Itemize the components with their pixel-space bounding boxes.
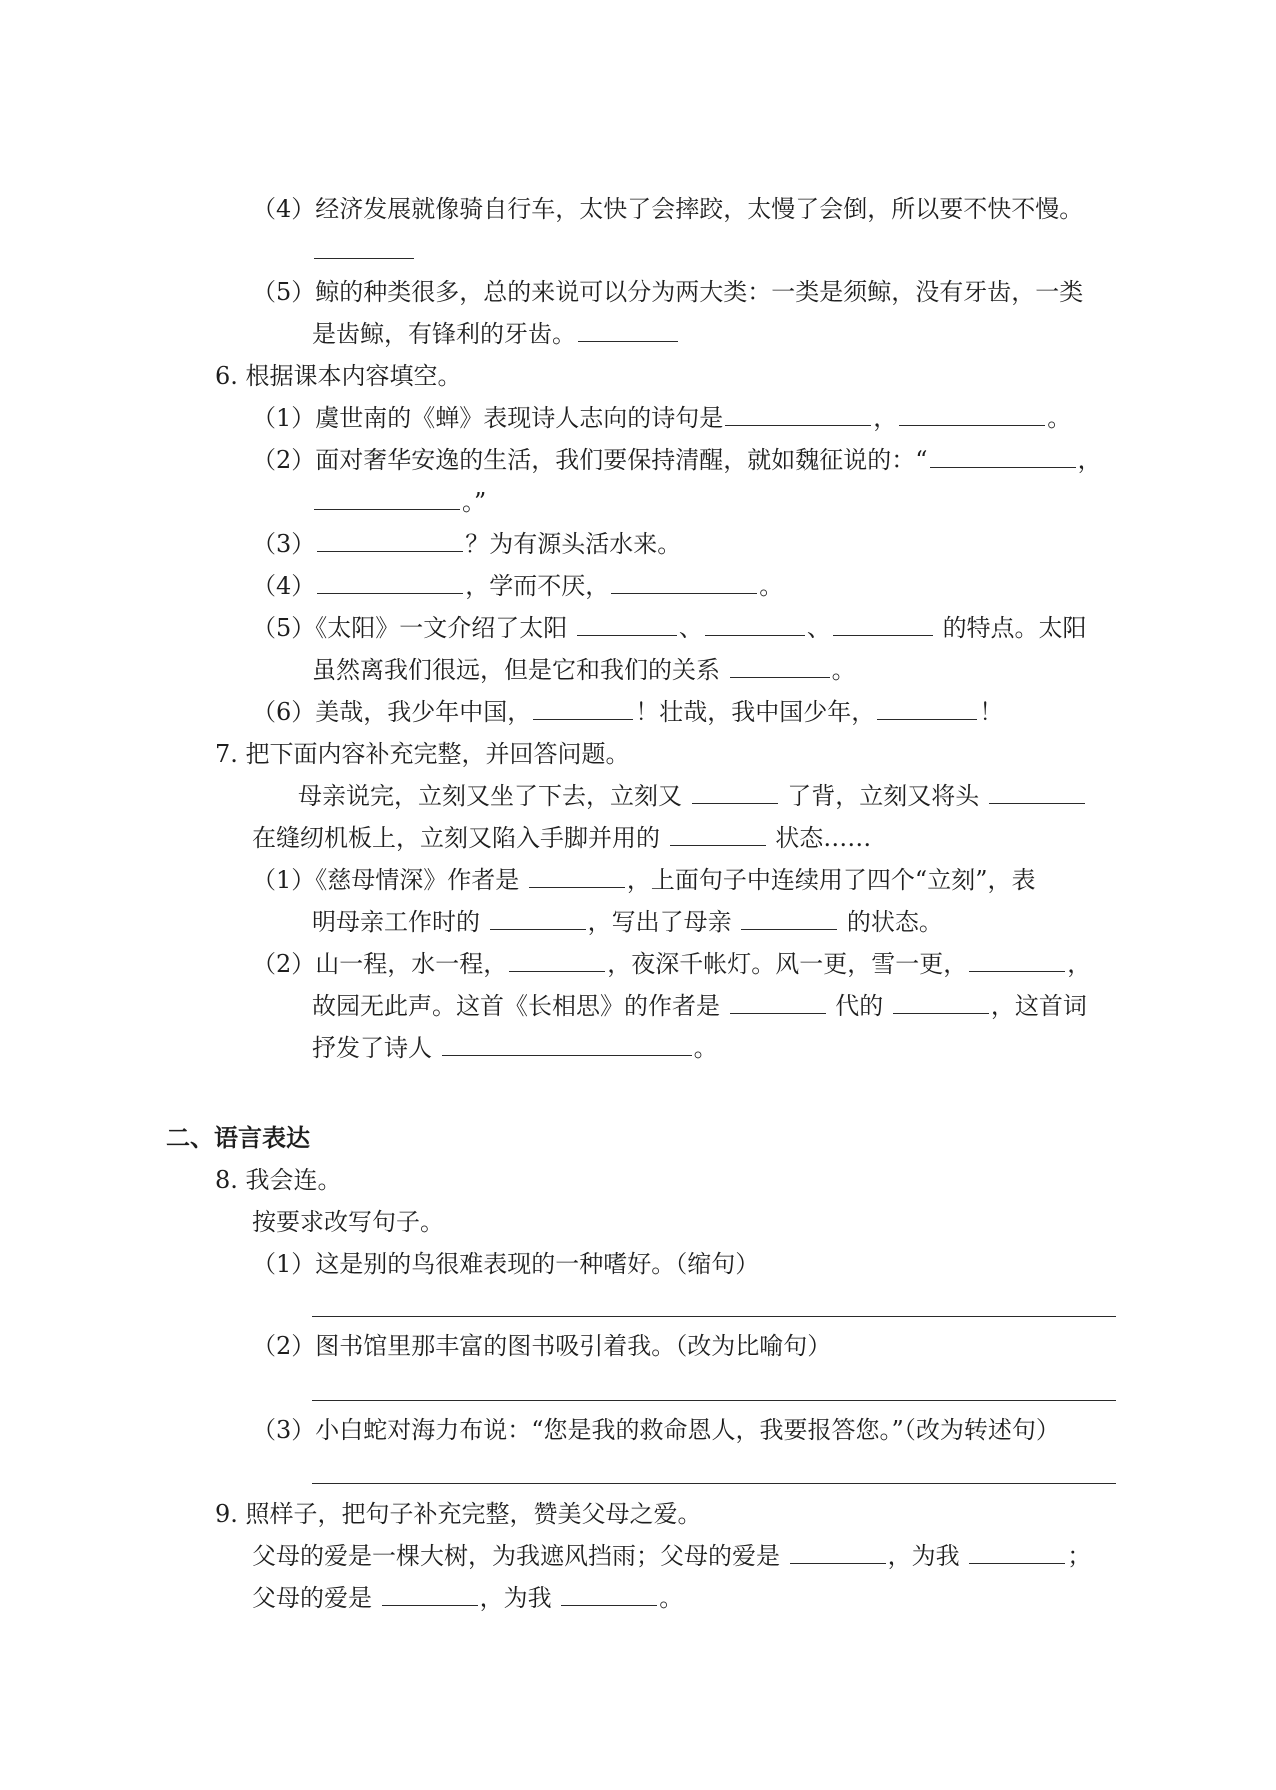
punct: 。 bbox=[831, 656, 856, 684]
item-text: 鲸的种类很多，总的来说可以分为两大类：一类是须鲸，没有牙齿，一类 bbox=[315, 278, 1084, 306]
punct: ， bbox=[1067, 950, 1092, 978]
passage-text: 了背，立刻又将头 bbox=[787, 782, 980, 810]
answer-blank[interactable] bbox=[529, 865, 625, 888]
item-text: ，为我 bbox=[887, 1542, 960, 1570]
q6-item4 bbox=[252, 571, 783, 601]
answer-blank[interactable] bbox=[741, 907, 837, 930]
item-text: 美哉，我少年中国， bbox=[315, 698, 532, 726]
item-text: 代的 bbox=[835, 992, 884, 1020]
item-text: ，为我 bbox=[479, 1584, 552, 1612]
q7-heading bbox=[215, 739, 630, 769]
question-number: 8. bbox=[215, 1166, 238, 1194]
item-text: ？为有源头活水来。 bbox=[465, 530, 682, 558]
question-number: 7. bbox=[215, 740, 238, 768]
answer-blank[interactable] bbox=[969, 949, 1065, 972]
q8-item2 bbox=[252, 1331, 831, 1361]
item-label: （3） bbox=[252, 530, 316, 558]
passage-text: 母亲说完，立刻又坐了下去，立刻又 bbox=[298, 782, 682, 810]
answer-blank[interactable] bbox=[790, 1541, 886, 1564]
item-text: ，上面句子中连续用了四个“立刻”，表 bbox=[626, 866, 1036, 894]
q5-item4-answer-blank[interactable] bbox=[312, 236, 416, 266]
q5-item5-line2 bbox=[312, 319, 680, 349]
q7-sub1-cont bbox=[312, 907, 943, 937]
answer-blank[interactable] bbox=[442, 1033, 692, 1056]
item-text: 山一程，水一程， bbox=[315, 950, 508, 978]
q7-sub1 bbox=[252, 865, 1035, 895]
q6-item1 bbox=[252, 403, 1071, 433]
question-title: 我会连。 bbox=[245, 1166, 342, 1194]
q9-heading bbox=[215, 1499, 702, 1529]
answer-blank[interactable] bbox=[578, 319, 678, 342]
punct: 。 bbox=[759, 572, 784, 600]
item-label: （5） bbox=[252, 278, 316, 306]
punct: 、 bbox=[806, 614, 831, 642]
q5-item4 bbox=[252, 194, 1083, 224]
answer-blank[interactable] bbox=[490, 907, 586, 930]
item-text: 小白蛇对海力布说：“您是我的救命恩人，我要报答您。”（改为转述句） bbox=[315, 1416, 1060, 1444]
item-text: ，学而不厌， bbox=[465, 572, 610, 600]
punct: ， bbox=[873, 404, 898, 432]
punct: 。” bbox=[462, 488, 487, 516]
answer-blank[interactable] bbox=[382, 1583, 478, 1606]
q6-heading bbox=[215, 361, 462, 391]
answer-blank[interactable] bbox=[725, 403, 871, 426]
q7-sub2 bbox=[252, 949, 1091, 979]
item-text: 抒发了诗人 bbox=[312, 1034, 432, 1062]
item-label: （2） bbox=[252, 446, 316, 474]
item-text: ！壮哉，我中国少年， bbox=[635, 698, 876, 726]
answer-blank[interactable] bbox=[969, 1541, 1065, 1564]
punct: 。 bbox=[693, 1034, 718, 1062]
item-text: 虞世南的《蝉》表现诗人志向的诗句是 bbox=[315, 404, 724, 432]
question-title: 根据课本内容填空。 bbox=[245, 362, 462, 390]
q6-item5 bbox=[252, 613, 1087, 643]
q7-sub2-cont1 bbox=[312, 991, 1087, 1021]
answer-blank[interactable] bbox=[577, 613, 677, 636]
passage-text: 在缝纫机板上，立刻又陷入手脚并用的 bbox=[252, 824, 660, 852]
item-text: ，夜深千帐灯。风一更，雪一更， bbox=[607, 950, 968, 978]
question-title: 照样子，把句子补充完整，赞美父母之爱。 bbox=[245, 1500, 702, 1528]
answer-blank[interactable] bbox=[989, 781, 1085, 804]
q8-item3 bbox=[252, 1415, 1060, 1445]
q6-item2-cont bbox=[312, 487, 486, 517]
q6-item5-cont bbox=[312, 655, 856, 685]
q6-item3 bbox=[252, 529, 681, 559]
q8-item2-answer-line[interactable] bbox=[312, 1400, 1116, 1401]
q8-item3-answer-line[interactable] bbox=[312, 1483, 1116, 1484]
item-text: 的状态。 bbox=[846, 908, 943, 936]
punct: ！ bbox=[979, 698, 1004, 726]
item-label: （6） bbox=[252, 698, 316, 726]
answer-blank[interactable] bbox=[930, 445, 1076, 468]
item-label: （4） bbox=[252, 195, 316, 223]
section-title: 二、语言表达 bbox=[166, 1124, 310, 1152]
answer-blank[interactable] bbox=[893, 991, 989, 1014]
answer-blank[interactable] bbox=[877, 697, 977, 720]
item-text: 父母的爱是一棵大树，为我遮风挡雨；父母的爱是 bbox=[252, 1542, 780, 1570]
answer-blank[interactable] bbox=[533, 697, 633, 720]
answer-blank[interactable] bbox=[705, 613, 805, 636]
item-text: 《慈母情深》作者是 bbox=[315, 866, 520, 894]
item-text: 面对奢华安逸的生活，我们要保持清醒，就如魏征说的：“ bbox=[315, 446, 928, 474]
item-label: （1） bbox=[252, 404, 316, 432]
punct: 。 bbox=[1047, 404, 1072, 432]
item-text: 虽然离我们很远，但是它和我们的关系 bbox=[312, 656, 720, 684]
item-text: 图书馆里那丰富的图书吸引着我。（改为比喻句） bbox=[315, 1332, 832, 1360]
item-text: 《太阳》一文介绍了太阳 bbox=[315, 614, 568, 642]
q6-item2 bbox=[252, 445, 1102, 475]
q8-heading bbox=[215, 1165, 342, 1195]
item-label: （5） bbox=[252, 614, 316, 642]
answer-blank[interactable] bbox=[314, 487, 460, 510]
item-text: 明母亲工作时的 bbox=[312, 908, 480, 936]
item-label: （3） bbox=[252, 1416, 316, 1444]
answer-blank[interactable] bbox=[833, 613, 933, 636]
answer-blank[interactable] bbox=[317, 571, 463, 594]
item-text: 故园无此声。这首《长相思》的作者是 bbox=[312, 992, 720, 1020]
question-number: 6. bbox=[215, 362, 238, 390]
answer-blank[interactable] bbox=[509, 949, 605, 972]
q7-passage-line1 bbox=[298, 781, 1087, 811]
answer-blank[interactable] bbox=[730, 655, 830, 678]
punct: 、 bbox=[678, 614, 703, 642]
answer-blank[interactable] bbox=[730, 991, 826, 1014]
item-text: 经济发展就像骑自行车，太快了会摔跤，太慢了会倒，所以要不快不慢。 bbox=[315, 195, 1084, 223]
answer-blank[interactable] bbox=[611, 571, 757, 594]
item-text: ，这首词 bbox=[990, 992, 1087, 1020]
item-text: ，写出了母亲 bbox=[587, 908, 732, 936]
q9-line2 bbox=[252, 1583, 683, 1613]
q7-sub2-cont2 bbox=[312, 1033, 718, 1063]
question-number: 9. bbox=[215, 1500, 238, 1528]
passage-text: 状态…… bbox=[775, 824, 872, 852]
item-label: （2） bbox=[252, 950, 316, 978]
q8-item1 bbox=[252, 1249, 759, 1279]
q7-passage-line2 bbox=[252, 823, 871, 853]
answer-blank[interactable] bbox=[670, 823, 766, 846]
q5-item5-line1 bbox=[252, 277, 1116, 307]
item-text: 是齿鲸，有锋利的牙齿。 bbox=[312, 320, 576, 348]
item-label: （2） bbox=[252, 1332, 316, 1360]
q6-item6 bbox=[252, 697, 1003, 727]
question-title: 把下面内容补充完整，并回答问题。 bbox=[245, 740, 630, 768]
item-text: 这是别的鸟很难表现的一种嗜好。（缩句） bbox=[315, 1250, 760, 1278]
item-label: （1） bbox=[252, 866, 316, 894]
answer-blank[interactable] bbox=[692, 781, 778, 804]
item-text: 父母的爱是 bbox=[252, 1584, 372, 1612]
item-text: 的特点。太阳 bbox=[942, 614, 1087, 642]
punct: 。 bbox=[659, 1584, 684, 1612]
answer-blank[interactable] bbox=[317, 529, 463, 552]
item-label: （4） bbox=[252, 572, 316, 600]
item-label: （1） bbox=[252, 1250, 316, 1278]
answer-blank[interactable] bbox=[899, 403, 1045, 426]
q9-line1 bbox=[252, 1541, 1091, 1571]
answer-blank[interactable] bbox=[561, 1583, 657, 1606]
punct: ； bbox=[1067, 1542, 1092, 1570]
punct: ， bbox=[1077, 446, 1102, 474]
q8-item1-answer-line[interactable] bbox=[312, 1316, 1116, 1317]
q8-subheading: 按要求改写句子。 bbox=[252, 1208, 444, 1236]
